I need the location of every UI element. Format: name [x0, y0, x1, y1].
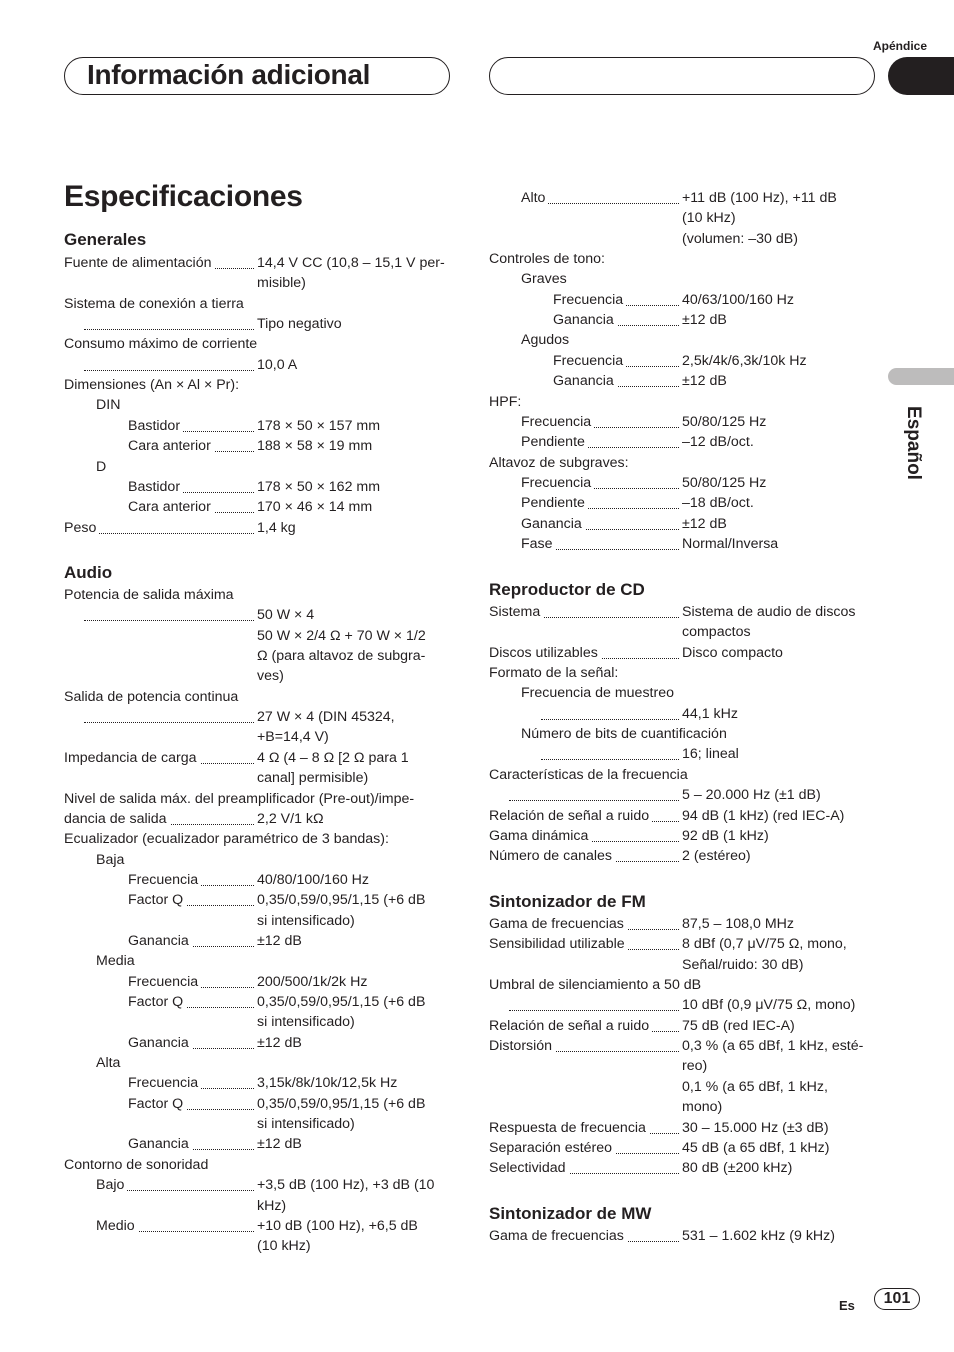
spec-label: Nivel de salida máx. del preamplificador (Pre-out)/impe- [64, 789, 417, 809]
spec-row [64, 1012, 464, 1032]
page-title: Especificaciones [64, 180, 303, 213]
spec-row [489, 351, 889, 371]
spec-label: Distorsión [489, 1036, 555, 1056]
spec-label: Cara anterior [128, 436, 214, 456]
spec-row [64, 850, 464, 870]
spec-label: Ganancia [521, 514, 585, 534]
spec-row [64, 1094, 464, 1114]
leader-dots [541, 699, 679, 720]
spec-row [64, 992, 464, 1012]
spec-label: Factor Q [128, 1094, 186, 1114]
leader-dots [84, 702, 254, 723]
spec-value: 14,4 V CC (10,8 – 15,1 V per- [257, 255, 445, 271]
spec-row [489, 846, 889, 866]
spec-label: Baja [96, 850, 127, 870]
spec-label: Graves [521, 269, 570, 289]
language-label-box [893, 398, 933, 488]
spec-label: Altavoz de subgraves: [489, 453, 632, 473]
spec-label: Sistema de conexión a tierra [64, 294, 247, 314]
spec-label: Bajo [96, 1175, 127, 1195]
spec-row [489, 663, 889, 683]
spec-value: Tipo negativo [257, 316, 342, 333]
spec-row [489, 534, 889, 554]
spec-row [489, 330, 889, 350]
spec-value: 75 dB (red IEC-A) [682, 1017, 795, 1034]
spec-value: 1,4 kg [257, 519, 296, 536]
spec-label: Ganancia [128, 1033, 192, 1053]
section-heading: Generales [64, 230, 147, 249]
spec-label: Pendiente [521, 493, 588, 513]
spec-value: si intensificado) [257, 912, 355, 929]
section-heading: Audio [64, 563, 113, 582]
spec-value: 87,5 – 108,0 MHz [682, 916, 794, 932]
spec-row [64, 375, 464, 395]
spec-value: ves) [257, 668, 284, 685]
spec-value: 0,35/0,59/0,95/1,15 (+6 dB [257, 892, 426, 909]
spec-value: 92 dB (1 kHz) [682, 827, 769, 844]
spec-value: reo) [682, 1058, 708, 1075]
spec-value: 200/500/1k/2k Hz [257, 973, 368, 990]
spec-row [489, 643, 889, 663]
spec-row [64, 666, 464, 686]
spec-value: 4 Ω (4 – 8 Ω [2 Ω para 1 [257, 749, 409, 766]
spec-value: (volumen: –30 dB) [682, 230, 798, 247]
spec-value: 5 – 20.000 Hz (±1 dB) [682, 787, 821, 804]
spec-label: Frecuencia de muestreo [521, 683, 677, 703]
spec-label: Gama de frecuencias [489, 1226, 627, 1246]
language-label: Español [903, 406, 924, 480]
spec-value: 40/63/100/160 Hz [682, 291, 795, 308]
spec-value: 0,35/0,59/0,95/1,15 (+6 dB [257, 994, 426, 1010]
spec-value: +3,5 dB (100 Hz), +3 dB (10 [257, 1177, 435, 1194]
spec-value: 2,5k/4k/6,3k/10k Hz [682, 352, 807, 369]
spec-row [64, 1033, 464, 1053]
spec-label: Factor Q [128, 890, 186, 910]
spec-label: Fase [521, 534, 556, 554]
spec-value: Disco compacto [682, 644, 783, 661]
spec-label: Frecuencia [521, 412, 594, 432]
spec-value: 0,1 % (a 65 dBf, 1 kHz, [682, 1078, 828, 1095]
spec-row [64, 829, 464, 849]
spec-label: Características de la frecuencia [489, 765, 691, 785]
chapter-tab [888, 57, 954, 95]
spec-row [64, 314, 464, 334]
spec-row [64, 436, 464, 456]
spec-row [64, 951, 464, 971]
spec-value: (10 kHz) [257, 1238, 311, 1255]
spec-value: 50/80/125 Hz [682, 474, 767, 491]
spec-value: (10 kHz) [682, 210, 736, 227]
spec-row [489, 310, 889, 330]
language-code: Es [839, 1298, 855, 1313]
spec-label: Frecuencia [521, 473, 594, 493]
spec-row [64, 1236, 464, 1256]
spec-value: 50 W × 4 [257, 607, 315, 624]
spec-label: Dimensiones (An × Al × Pr): [64, 375, 242, 395]
spec-label: Bastidor [128, 416, 183, 436]
spec-value: +B=14,4 V) [257, 729, 329, 746]
spec-row [489, 229, 889, 249]
spec-row [489, 744, 889, 764]
page-number: 101 [874, 1288, 920, 1310]
spec-row [64, 355, 464, 375]
spec-row [64, 416, 464, 436]
spec-row [64, 457, 464, 477]
banner-empty-box [489, 57, 875, 95]
spec-row [489, 1226, 889, 1246]
spec-value: 0,35/0,59/0,95/1,15 (+6 dB [257, 1095, 426, 1112]
spec-value: 8 dBf (0,7 μV/75 Ω, mono, [682, 936, 847, 953]
spec-value: Sistema de audio de discos [682, 604, 856, 620]
spec-row [489, 290, 889, 310]
spec-value: 178 × 50 × 162 mm [257, 478, 381, 495]
spec-label: Ganancia [128, 1134, 192, 1154]
spec-value: 16; lineal [682, 746, 739, 763]
spec-label: Relación de señal a ruido [489, 1016, 652, 1036]
spec-value: 10 dBf (0,9 μV/75 Ω, mono) [682, 997, 856, 1014]
spec-label: Sistema [489, 602, 543, 622]
leader-dots [509, 780, 679, 801]
section-label: Apéndice [872, 39, 927, 53]
spec-row [64, 1073, 464, 1093]
spec-label: Factor Q [128, 992, 186, 1012]
spec-value: 0,3 % (a 65 dBf, 1 kHz, esté- [682, 1038, 864, 1055]
spec-row [64, 931, 464, 951]
spec-value: compactos [682, 624, 751, 641]
spec-label: Ganancia [553, 310, 617, 330]
spec-label: Formato de la señal: [489, 663, 621, 683]
spec-label: Salida de potencia continua [64, 687, 241, 707]
spec-value: 45 dB (a 65 dBf, 1 kHz) [682, 1139, 830, 1156]
spec-value: si intensificado) [257, 1116, 355, 1133]
spec-value: 531 – 1.602 kHz (9 kHz) [682, 1228, 835, 1244]
spec-value: 10,0 A [257, 356, 298, 373]
spec-row [489, 955, 889, 975]
spec-row [489, 188, 889, 208]
spec-row [64, 518, 464, 538]
spec-label: Frecuencia [128, 870, 201, 890]
spec-row [64, 646, 464, 666]
spec-value: 50/80/125 Hz [682, 413, 767, 430]
spec-value: ±12 dB [682, 373, 727, 390]
leader-dots [509, 990, 679, 1011]
spec-row [489, 269, 889, 289]
spec-label: Media [96, 951, 138, 971]
spec-row [64, 890, 464, 910]
spec-row [489, 249, 889, 269]
spec-label: Alta [96, 1053, 123, 1073]
spec-label: Ecualizador (ecualizador paramétrico de 3 bandas): [64, 829, 392, 849]
spec-row [64, 809, 464, 829]
spec-value: Normal/Inversa [682, 535, 779, 552]
spec-row [64, 626, 464, 646]
spec-row [489, 1036, 889, 1056]
spec-row [489, 1056, 889, 1076]
spec-value: ±12 dB [257, 1136, 302, 1153]
spec-row [64, 273, 464, 293]
spec-label: Frecuencia [553, 290, 626, 310]
leader-dots [541, 183, 679, 204]
spec-value: misible) [257, 275, 306, 292]
spec-label: Ganancia [553, 371, 617, 391]
leader-dots [541, 529, 679, 550]
spec-value: 27 W × 4 (DIN 45324, [257, 709, 395, 726]
spec-value: +11 dB (100 Hz), +11 dB [682, 190, 837, 206]
spec-row [64, 768, 464, 788]
spec-label: D [96, 457, 109, 477]
spec-value: 40/80/100/160 Hz [257, 871, 370, 888]
spec-label: Peso [64, 518, 99, 538]
spec-value: ±12 dB [682, 515, 727, 532]
leader-dots [84, 600, 254, 621]
spec-label: Bastidor [128, 477, 183, 497]
spec-row [489, 371, 889, 391]
language-tab-marker [888, 368, 954, 385]
spec-value: 2,2 V/1 kΩ [257, 810, 324, 827]
spec-value: –18 dB/oct. [682, 495, 754, 512]
spec-label: Frecuencia [128, 972, 201, 992]
spec-row [64, 395, 464, 415]
spec-row [64, 477, 464, 497]
spec-row [64, 972, 464, 992]
leader-dots [541, 739, 679, 760]
spec-row [489, 432, 889, 452]
spec-label: DIN [96, 395, 123, 415]
spec-value: 94 dB (1 kHz) (red IEC-A) [682, 807, 845, 824]
spec-value: 50 W × 2/4 Ω + 70 W × 1/2 [257, 627, 426, 644]
spec-value: ±12 dB [257, 1034, 302, 1051]
spec-row [64, 253, 464, 273]
spec-label: HPF: [489, 392, 524, 412]
spec-row [489, 704, 889, 724]
spec-label: Separación estéreo [489, 1138, 615, 1158]
spec-label: Cara anterior [128, 497, 214, 517]
spec-label: Relación de señal a ruido [489, 806, 652, 826]
spec-row [489, 1077, 889, 1097]
spec-label: Respuesta de frecuencia [489, 1118, 649, 1138]
banner-title: Información adicional [87, 59, 371, 90]
spec-value: Ω (para altavoz de subgra- [257, 648, 426, 665]
spec-label: Controles de tono: [489, 249, 608, 269]
spec-label: Ganancia [128, 931, 192, 951]
spec-row [64, 911, 464, 931]
section-heading: Sintonizador de FM [489, 892, 646, 911]
spec-label: Contorno de sonoridad [64, 1155, 211, 1175]
spec-value: 44,1 kHz [682, 705, 738, 722]
spec-row [64, 605, 464, 625]
spec-value: 80 dB (±200 kHz) [682, 1160, 793, 1177]
spec-label: Selectividad [489, 1158, 569, 1178]
section-heading: Sintonizador de MW [489, 1204, 652, 1223]
spec-label: Potencia de salida máxima [64, 585, 237, 605]
leader-dots [116, 1170, 254, 1191]
spec-value: –12 dB/oct. [682, 434, 754, 451]
spec-value: Señal/ruido: 30 dB) [682, 956, 804, 973]
spec-label: Frecuencia [553, 351, 626, 371]
spec-label: Pendiente [521, 432, 588, 452]
spec-value: 2 (estéreo) [682, 848, 751, 865]
spec-row [489, 602, 889, 622]
leader-dots [84, 309, 254, 330]
spec-row [64, 748, 464, 768]
spec-label: Impedancia de carga [64, 748, 200, 768]
spec-label: Número de canales [489, 846, 615, 866]
spec-row [64, 1175, 464, 1195]
spec-row [64, 1114, 464, 1134]
spec-row [489, 208, 889, 228]
spec-label: Gama dinámica [489, 826, 591, 846]
spec-value: 178 × 50 × 157 mm [257, 417, 381, 434]
spec-value: 170 × 46 × 14 mm [257, 499, 373, 516]
spec-label: Umbral de silenciamiento a 50 dB [489, 975, 704, 995]
spec-label: Alto [521, 188, 548, 208]
spec-value: 3,15k/8k/10k/12,5k Hz [257, 1075, 398, 1092]
spec-label: Discos utilizables [489, 643, 601, 663]
spec-row [64, 1134, 464, 1154]
spec-value: mono) [682, 1099, 723, 1116]
spec-value: canal] permisible) [257, 770, 369, 787]
spec-row [489, 934, 889, 954]
spec-label: Medio [96, 1216, 138, 1236]
spec-value: +10 dB (100 Hz), +6,5 dB [257, 1217, 418, 1234]
spec-row [64, 870, 464, 890]
spec-label: Frecuencia [128, 1073, 201, 1093]
spec-value: ±12 dB [257, 932, 302, 949]
spec-label: Gama de frecuencias [489, 914, 627, 934]
spec-label: Agudos [521, 330, 572, 350]
spec-row [64, 707, 464, 727]
spec-label: Sensibilidad utilizable [489, 934, 628, 954]
spec-row [64, 1216, 464, 1236]
leader-dots [84, 513, 254, 534]
spec-label: Consumo máximo de corriente [64, 334, 260, 354]
spec-value: 188 × 58 × 19 mm [257, 438, 373, 455]
spec-row [489, 1158, 889, 1178]
spec-label: dancia de salida [64, 809, 170, 829]
spec-value: ±12 dB [682, 312, 727, 329]
section-heading: Reproductor de CD [489, 580, 645, 599]
leader-dots [84, 350, 254, 371]
spec-label: Número de bits de cuantificación [521, 724, 730, 744]
spec-value: si intensificado) [257, 1014, 355, 1031]
spec-row [64, 1053, 464, 1073]
spec-value: 30 – 15.000 Hz (±3 dB) [682, 1119, 829, 1136]
banner-title-box [64, 57, 450, 95]
spec-label: Fuente de alimentación [64, 253, 215, 273]
spec-value: kHz) [257, 1197, 287, 1214]
